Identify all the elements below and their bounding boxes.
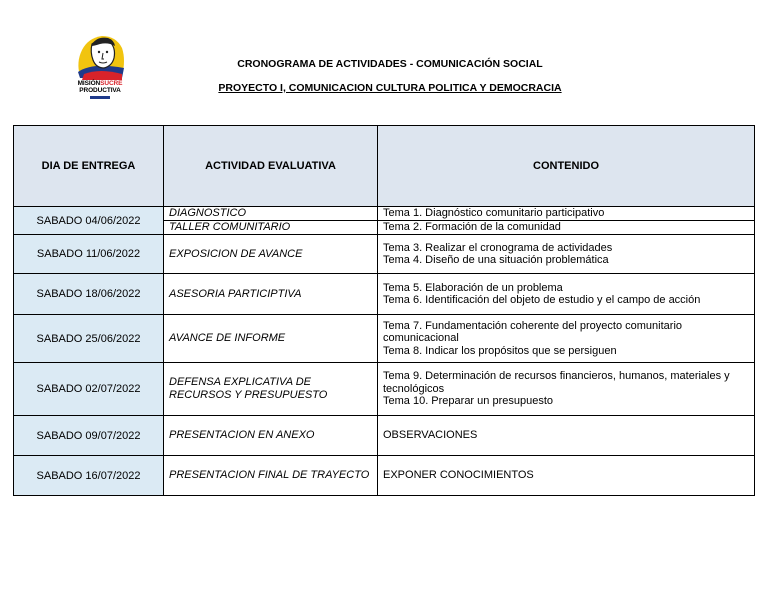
activity-cell: ASESORIA PARTICIPTIVA	[164, 274, 378, 315]
table-row	[14, 274, 755, 315]
content-cell	[378, 315, 755, 363]
table-row	[14, 363, 755, 416]
header-contenido: CONTENIDO	[378, 126, 755, 207]
content-line: Tema 5. Elaboración de un problema	[383, 281, 563, 294]
activity-cell: DIAGNOSTICO	[164, 207, 378, 221]
table-row	[14, 416, 755, 456]
page-title: CRONOGRAMA DE ACTIVIDADES - COMUNICACIÓN SOCIAL	[237, 58, 543, 70]
table-header-row	[14, 126, 755, 207]
activity-cell: DEFENSA EXPLICATIVA DE RECURSOS Y PRESUPUESTO	[164, 363, 378, 416]
content-cell: OBSERVACIONES	[378, 416, 755, 456]
content-line: Tema 9. Determinación de recursos financieros, humanos, materiales y tecnológicos	[383, 370, 730, 395]
header-dia-de-entrega: DIA DE ENTREGA	[14, 126, 164, 207]
activity-cell: TALLER COMUNITARIO	[164, 221, 378, 235]
activity-cell: PRESENTACION EN ANEXO	[164, 416, 378, 456]
logo-text: MISIÓNSUCRE PRODUCTIVA	[77, 80, 123, 94]
delivery-date: SABADO 02/07/2022	[14, 363, 164, 416]
logo-flag-bar	[90, 96, 110, 99]
content-cell	[378, 274, 755, 315]
activity-cell: PRESENTACION FINAL DE TRAYECTO	[164, 456, 378, 496]
content-line: Tema 8. Indicar los propósitos que se persiguen	[383, 344, 617, 357]
mision-sucre-logo	[72, 32, 128, 104]
activity-cell: AVANCE DE INFORME	[164, 315, 378, 363]
content-cell: Tema 1. Diagnóstico comunitario participativo	[378, 207, 755, 221]
table-row	[14, 315, 755, 363]
content-cell: EXPONER CONOCIMIENTOS	[378, 456, 755, 496]
table-row	[14, 207, 755, 221]
page-subtitle: PROYECTO I, COMUNICACION CULTURA POLITICA Y DEMOCRACIA	[218, 82, 562, 94]
content-line: Tema 4. Diseño de una situación problemática	[383, 254, 609, 266]
content-line: Tema 7. Fundamentación coherente del proyecto comunitario comunicacional	[383, 319, 683, 345]
activity-cell: EXPOSICION DE AVANCE	[164, 235, 378, 274]
content-line: Tema 6. Identificación del objeto de estudio y el campo de acción	[383, 294, 701, 306]
bolivar-portrait-icon	[72, 32, 128, 82]
table-row	[14, 456, 755, 496]
delivery-date: SABADO 18/06/2022	[14, 274, 164, 315]
delivery-date: SABADO 25/06/2022	[14, 315, 164, 363]
content-cell: Tema 2. Formación de la comunidad	[378, 221, 755, 235]
delivery-date: SABADO 11/06/2022	[14, 235, 164, 274]
delivery-date: SABADO 04/06/2022	[14, 207, 164, 235]
table-row	[14, 235, 755, 274]
header-actividad-evaluativa: ACTIVIDAD EVALUATIVA	[164, 126, 378, 207]
delivery-date: SABADO 16/07/2022	[14, 456, 164, 496]
content-line: Tema 10. Preparar un presupuesto	[383, 395, 553, 408]
content-cell	[378, 235, 755, 274]
content-cell	[378, 363, 755, 416]
schedule-table	[13, 125, 755, 496]
delivery-date: SABADO 09/07/2022	[14, 416, 164, 456]
content-line: Tema 3. Realizar el cronograma de actividades	[383, 241, 613, 254]
